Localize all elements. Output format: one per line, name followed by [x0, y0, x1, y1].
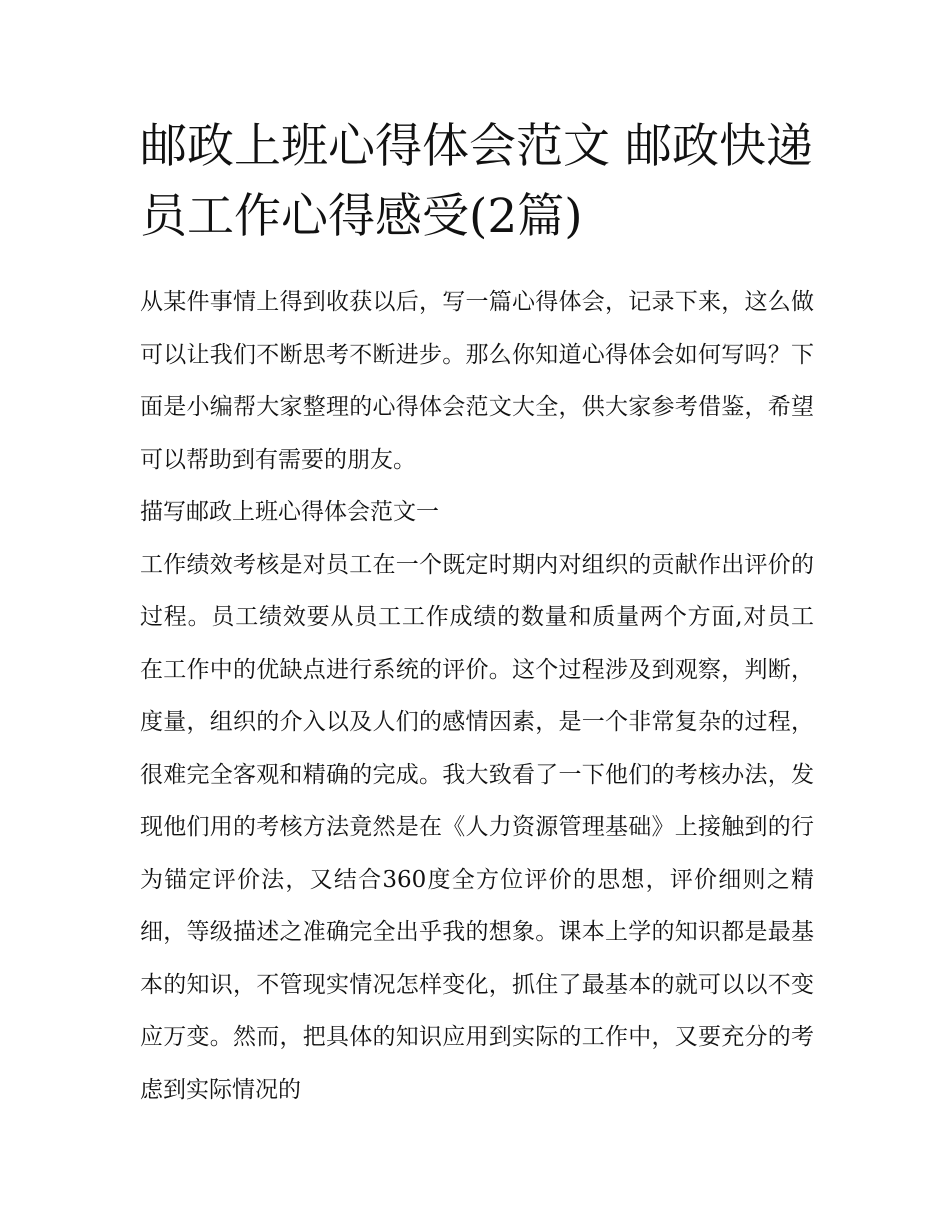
intro-paragraph: 从某件事情上得到收获以后，写一篇心得体会，记录下来，这么做可以让我们不断思考不断进步。那么你知道心得体会如何写吗？下面是小编帮大家整理的心得体会范文大全，供大家参考借鉴，希望可以帮助到有需要的朋友。	[140, 289, 814, 473]
section-heading: 描写邮政上班心得体会范文一	[140, 499, 439, 525]
document-page	[140, 112, 814, 1116]
body-paragraph: 工作绩效考核是对员工在一个既定时期内对组织的贡献作出评价的过程。员工绩效要从员工工作成绩的数量和质量两个方面,对员工在工作中的优缺点进行系统的评价。这个过程涉及到观察，判断，度量，组织的介入以及人们的感情因素，是一个非常复杂的过程，很难完全客观和精确的完成。我大致看了一下他们的考核办法，发现他们用的考核方法竟然是在《人力资源管理基础》上接触到的行为锚定评价法，又结合360度全方位评价的思想，评价细则之精细，等级描述之准确完全出乎我的想象。课本上学的知识都是最基本的知识，不管现实情况怎样变化，抓住了最基本的就可以以不变应万变。然而，把具体的知识应用到实际的工作中，又要充分的考虑到实际情况的	[140, 551, 814, 1103]
document-title: 邮政上班心得体会范文 邮政快递员工作心得感受(2篇)	[140, 119, 813, 244]
